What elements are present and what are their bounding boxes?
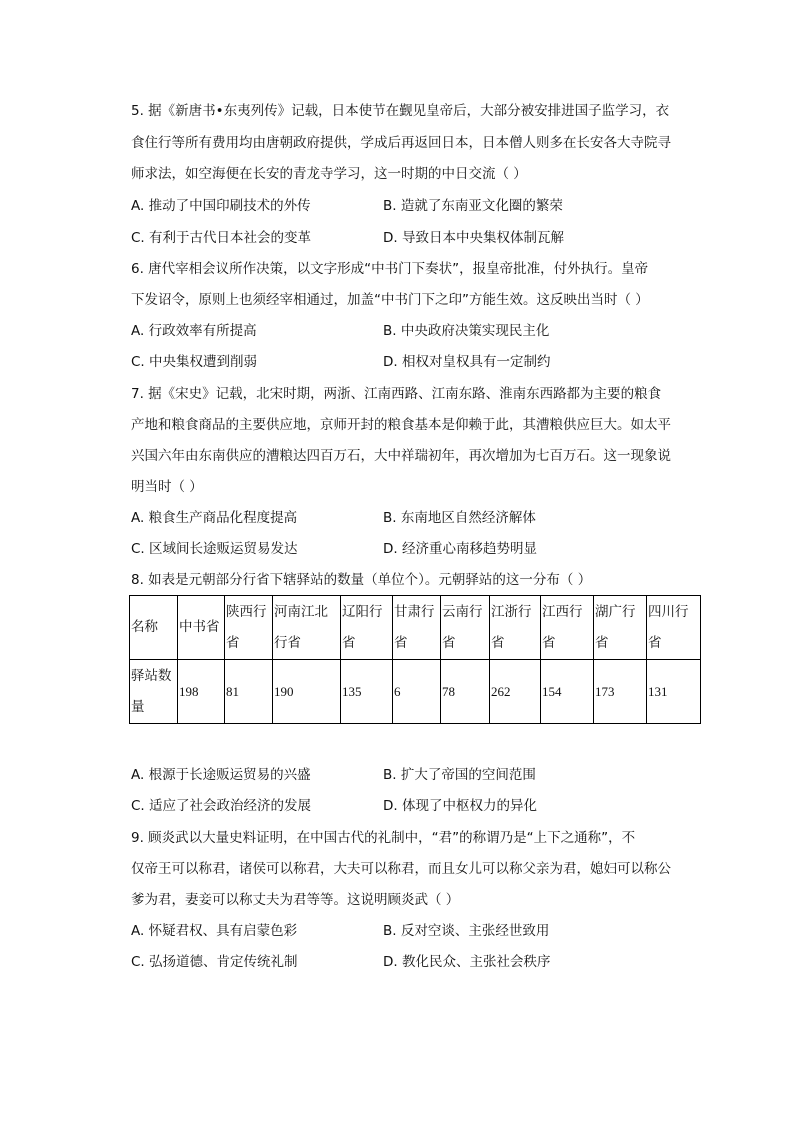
question-6-option-c[interactable]: C. 中央集权遭到削弱 bbox=[131, 354, 258, 370]
table-header-cell: 辽阳行省 bbox=[341, 596, 393, 660]
question-8-option-a[interactable]: A. 根源于长途贩运贸易的兴盛 bbox=[131, 767, 311, 783]
table-row-label: 驿站数量 bbox=[130, 660, 178, 724]
question-7-line-1: 7. 据《宋史》记载，北宋时期，两浙、江南西路、江南东路、淮南东西路都为主要的粮食 bbox=[131, 386, 662, 402]
question-7-option-c[interactable]: C. 区域间长途贩运贸易发达 bbox=[131, 541, 298, 557]
question-9-option-d[interactable]: D. 教化民众、主张社会秩序 bbox=[383, 954, 551, 970]
table-header-cell: 中书省 bbox=[178, 596, 225, 660]
question-9-line-1: 9. 顾炎武以大量史料证明，在中国古代的礼制中，“君”的称谓乃是“上下之通称”，不 bbox=[131, 830, 636, 846]
table-cell: 262 bbox=[490, 660, 541, 724]
question-7-option-a[interactable]: A. 粮食生产商品化程度提高 bbox=[131, 510, 298, 526]
table-cell: 78 bbox=[441, 660, 490, 724]
table-header-cell: 四川行省 bbox=[647, 596, 701, 660]
question-6-line-2: 下发诏令，原则上也须经宰相通过，加盖“中书门下之印”方能生效。这反映出当时（ ） bbox=[131, 292, 649, 308]
table-cell: 135 bbox=[341, 660, 393, 724]
table-header-cell: 云南行省 bbox=[441, 596, 490, 660]
table-header-cell: 湖广行省 bbox=[594, 596, 647, 660]
question-6-option-b[interactable]: B. 中央政府决策实现民主化 bbox=[383, 323, 550, 339]
question-5-line-2: 食住行等所有费用均由唐朝政府提供，学成后再返回日本，日本僧人则多在长安各大寺院寻 bbox=[131, 135, 671, 151]
table-cell: 6 bbox=[393, 660, 441, 724]
table-cell: 173 bbox=[594, 660, 647, 724]
question-8-option-d[interactable]: D. 体现了中枢权力的异化 bbox=[383, 798, 537, 814]
table-header-cell: 名称 bbox=[130, 596, 178, 660]
table-cell: 131 bbox=[647, 660, 701, 724]
question-9-option-a[interactable]: A. 怀疑君权、具有启蒙色彩 bbox=[131, 923, 298, 939]
question-7-line-2: 产地和粮食商品的主要供应地，京师开封的粮食基本是仰赖于此，其漕粮供应巨大。如太平 bbox=[131, 417, 671, 433]
table-header-cell: 甘肃行省 bbox=[393, 596, 441, 660]
table-header-row bbox=[130, 596, 701, 660]
table-row bbox=[130, 660, 701, 724]
question-7-option-d[interactable]: D. 经济重心南移趋势明显 bbox=[383, 541, 537, 557]
question-6-option-d[interactable]: D. 相权对皇权具有一定制约 bbox=[383, 354, 551, 370]
question-8-line-1: 8. 如表是元朝部分行省下辖驿站的数量（单位个）。元朝驿站的这一分布（ ） bbox=[131, 572, 592, 588]
relay-station-table bbox=[129, 595, 701, 724]
table-header-cell: 江西行省 bbox=[541, 596, 594, 660]
table-header-cell: 陕西行省 bbox=[225, 596, 273, 660]
question-5-option-c[interactable]: C. 有利于古代日本社会的变革 bbox=[131, 230, 312, 246]
question-7-line-3: 兴国六年由东南供应的漕粮达四百万石，大中祥瑞初年，再次增加为七百万石。这一现象说 bbox=[131, 448, 671, 464]
question-9-line-3: 爹为君，妻妾可以称丈夫为君等等。这说明顾炎武（ ） bbox=[131, 892, 460, 908]
question-9-option-c[interactable]: C. 弘扬道德、肯定传统礼制 bbox=[131, 954, 298, 970]
table-header-cell: 河南江北行省 bbox=[273, 596, 341, 660]
question-6-option-a[interactable]: A. 行政效率有所提高 bbox=[131, 323, 257, 339]
question-7-line-4: 明当时（ ） bbox=[131, 479, 203, 495]
question-9-option-b[interactable]: B. 反对空谈、主张经世致用 bbox=[383, 923, 550, 939]
question-5-line-1: 5. 据《新唐书•东夷列传》记载，日本使节在觐见皇帝后，大部分被安排进国子监学习，衣 bbox=[131, 103, 670, 119]
question-5-option-d[interactable]: D. 导致日本中央集权体制瓦解 bbox=[383, 230, 564, 246]
table-cell: 190 bbox=[273, 660, 341, 724]
question-5-line-3: 师求法，如空海便在长安的青龙寺学习，这一时期的中日交流（ ） bbox=[131, 166, 527, 182]
question-5-option-b[interactable]: B. 造就了东南亚文化圈的繁荣 bbox=[383, 198, 563, 214]
question-6-line-1: 6. 唐代宰相会议所作决策，以文字形成“中书门下奏状”，报皇帝批准，付外执行。皇帝 bbox=[131, 261, 649, 277]
table-header-cell: 江浙行省 bbox=[490, 596, 541, 660]
question-8-option-b[interactable]: B. 扩大了帝国的空间范围 bbox=[383, 767, 536, 783]
table-cell: 154 bbox=[541, 660, 594, 724]
table-cell: 81 bbox=[225, 660, 273, 724]
question-8-option-c[interactable]: C. 适应了社会政治经济的发展 bbox=[131, 798, 312, 814]
table-cell: 198 bbox=[178, 660, 225, 724]
question-7-option-b[interactable]: B. 东南地区自然经济解体 bbox=[383, 510, 536, 526]
question-5-option-a[interactable]: A. 推动了中国印刷技术的外传 bbox=[131, 198, 311, 214]
question-9-line-2: 仅帝王可以称君，诸侯可以称君，大夫可以称君，而且女儿可以称父亲为君，媳妇可以称公 bbox=[131, 861, 671, 877]
